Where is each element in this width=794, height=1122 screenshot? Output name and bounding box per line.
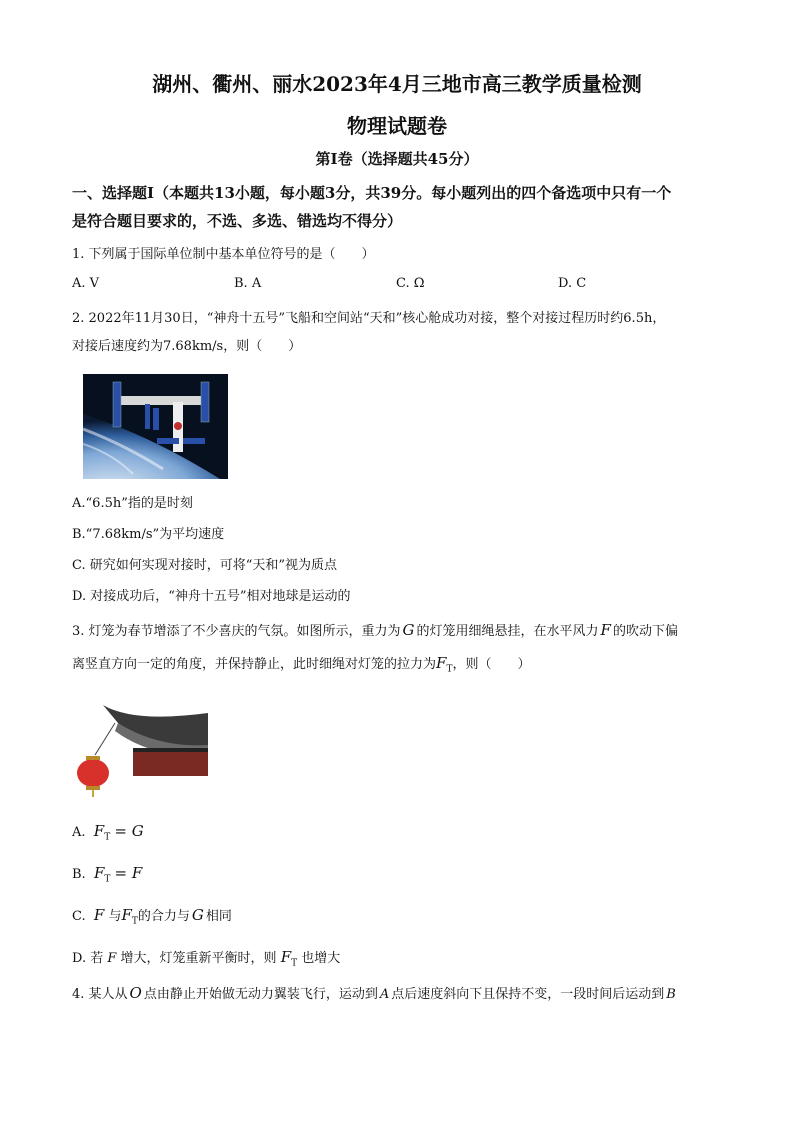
q4-stem-part-c: 点后速度斜向下且保持不变，一段时间后运动到 bbox=[391, 987, 665, 1002]
lantern-photo bbox=[73, 693, 208, 798]
q3-option-b-ft: F bbox=[93, 864, 105, 882]
q3-option-b-label: B. bbox=[72, 867, 86, 882]
q3-stem-line1 bbox=[72, 621, 678, 641]
q3-option-c-ft: F bbox=[121, 906, 132, 924]
q1-option-b: B. A bbox=[234, 276, 262, 291]
q1-option-c: C. Ω bbox=[396, 276, 425, 291]
q3-option-a-expr: = G bbox=[114, 822, 144, 840]
part1-heading-line2: 是符合题目要求的，不选、多选、错选均不得分） bbox=[72, 212, 403, 230]
q3-stem-part-c: 的吹动下偏 bbox=[612, 624, 678, 639]
q3-option-d bbox=[72, 948, 340, 973]
q3-option-c bbox=[72, 906, 232, 931]
q3-option-d-part-c: 也增大 bbox=[301, 951, 341, 966]
q4-symbol-o: O bbox=[129, 984, 142, 1002]
q3-option-c-label: C. bbox=[72, 909, 86, 924]
q3-stem-line2-part-a: 离竖直方向一定的角度，并保持静止，此时细绳对灯笼的拉力为 bbox=[72, 657, 437, 672]
space-station-photo bbox=[83, 374, 228, 479]
q3-symbol-f: F bbox=[600, 621, 611, 639]
q3-option-a bbox=[72, 822, 144, 847]
q3-stem-part-a: 3. 灯笼为春节增添了不少喜庆的气氛。如图所示，重力为 bbox=[72, 624, 401, 639]
part1-heading-line1: 一、选择题Ⅰ（本题共13小题，每小题3分，共39分。每小题列出的四个备选项中只有一个 bbox=[72, 184, 672, 202]
q3-symbol-g: G bbox=[402, 621, 415, 639]
q3-option-c-tail: 相同 bbox=[205, 909, 232, 924]
q3-stem-part-b: 的灯笼用细绳悬挂，在水平风力 bbox=[416, 624, 599, 639]
q3-option-a-label: A. bbox=[72, 825, 86, 840]
q3-option-b-expr: = F bbox=[114, 864, 143, 882]
q3-option-a-ft-sub: T bbox=[104, 832, 111, 843]
q1-option-a: A. V bbox=[72, 276, 100, 291]
q2-stem-line2: 对接后速度约为7.68km/s，则（ ） bbox=[72, 339, 302, 354]
q2-option-a: A.“6.5h”指的是时刻 bbox=[72, 496, 193, 511]
q2-stem-line1: 2. 2022年11月30日，“神舟十五号”飞船和空间站“天和”核心舱成功对接，整个对接过程历时约6.5h， bbox=[72, 311, 666, 326]
q3-option-c-end: 的合力与 bbox=[137, 909, 190, 924]
exam-subtitle: 物理试题卷 bbox=[347, 114, 447, 138]
q3-option-d-f: F bbox=[107, 951, 117, 966]
q3-symbol-ft: F bbox=[436, 654, 447, 672]
q1-stem: 1. 下列属于国际单位制中基本单位符号的是（ ） bbox=[72, 247, 375, 262]
q4-symbol-a: A bbox=[379, 987, 390, 1002]
q3-option-d-ft-sub: T bbox=[291, 958, 298, 969]
q2-option-d: D. 对接成功后，“神舟十五号”相对地球是运动的 bbox=[72, 589, 351, 604]
exam-title: 湖州、衢州、丽水2023年4月三地市高三教学质量检测 bbox=[152, 72, 642, 96]
q3-option-b bbox=[72, 864, 142, 889]
q4-symbol-b: B bbox=[666, 987, 676, 1002]
q3-option-c-f: F bbox=[93, 906, 105, 924]
q2-option-c: C. 研究如何实现对接时，可将“天和”视为质点 bbox=[72, 558, 338, 573]
q3-stem-line2-part-b: ，则（ ） bbox=[452, 657, 531, 672]
q3-option-d-ft: F bbox=[280, 948, 292, 966]
q3-option-d-part-b: 增大，灯笼重新平衡时，则 bbox=[120, 951, 277, 966]
q2-option-b: B.“7.68km/s”为平均速度 bbox=[72, 527, 225, 542]
q4-stem-part-b: 点由静止开始做无动力翼装飞行，运动到 bbox=[143, 987, 378, 1002]
q3-option-c-mid: 与 bbox=[108, 909, 122, 924]
q3-symbol-ft-sub: T bbox=[446, 664, 453, 675]
q3-option-b-ft-sub: T bbox=[104, 874, 111, 885]
q3-option-d-part-a: D. 若 bbox=[72, 951, 104, 966]
q3-stem-line2 bbox=[72, 654, 530, 679]
q4-stem-part-a: 4. 某人从 bbox=[72, 987, 128, 1002]
q3-option-c-g: G bbox=[191, 906, 204, 924]
q4-stem-line1 bbox=[72, 984, 678, 1004]
q1-option-d: D. C bbox=[558, 276, 587, 291]
q3-option-c-ft-sub: T bbox=[131, 916, 138, 927]
section-title: 第Ⅰ卷（选择题共45分） bbox=[315, 150, 479, 168]
q3-option-a-ft: F bbox=[93, 822, 105, 840]
